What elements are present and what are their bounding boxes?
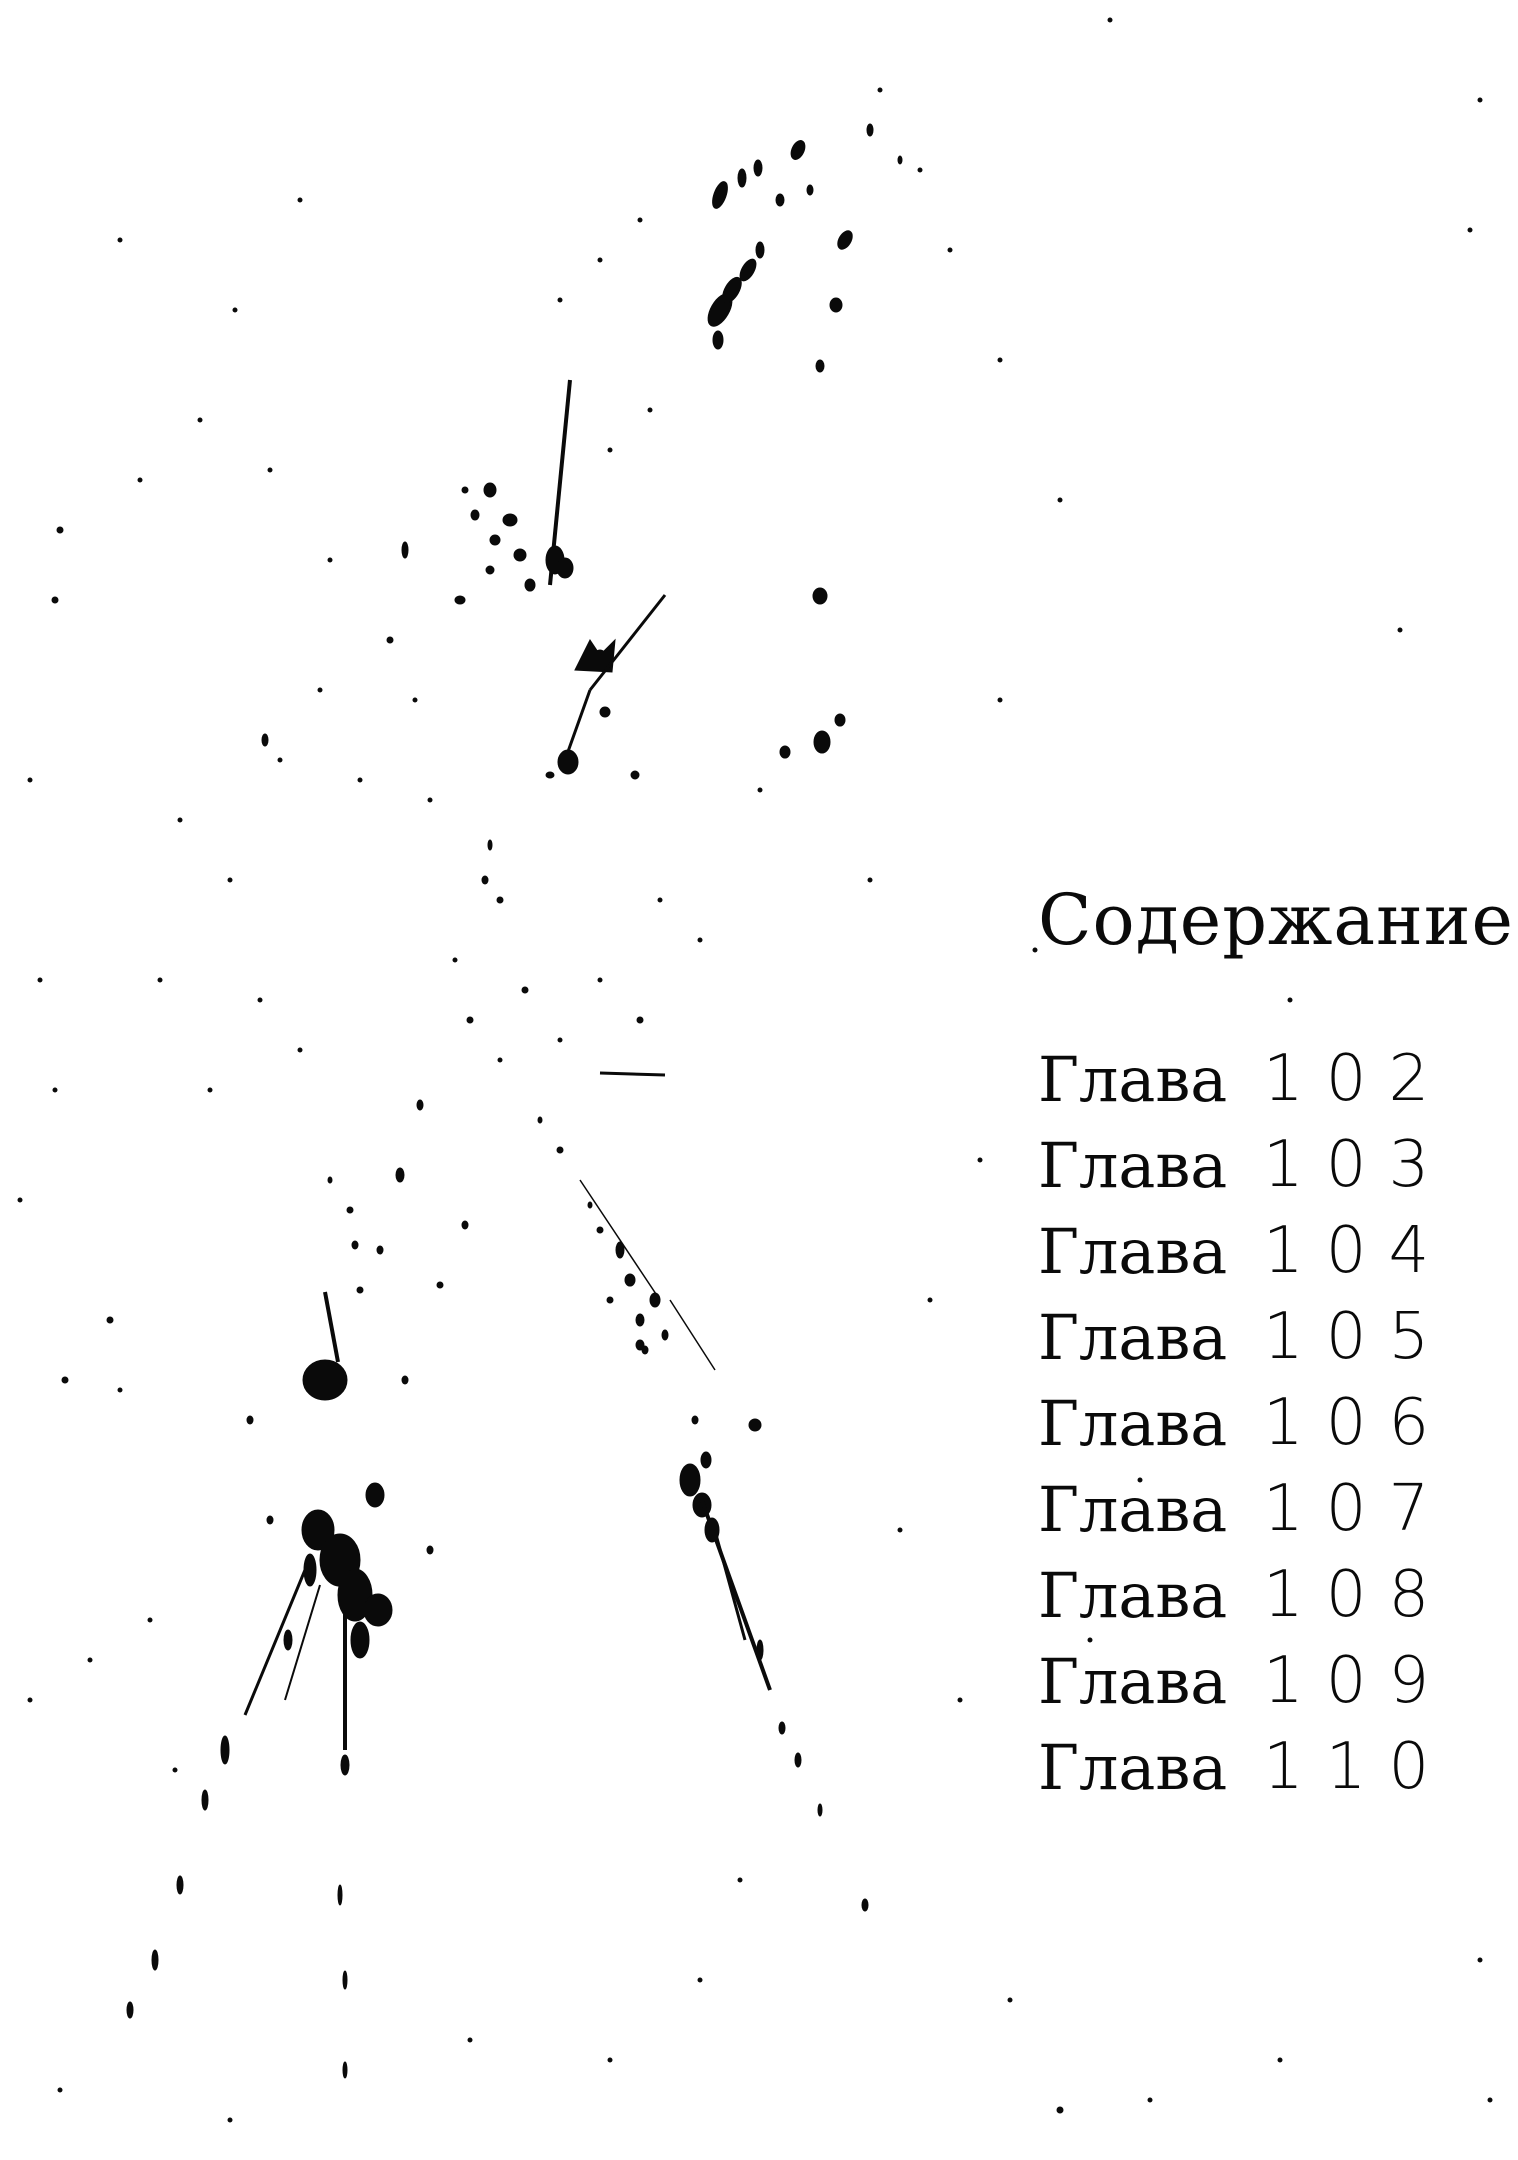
chapter-label: Глава xyxy=(1038,1042,1228,1116)
chapter-label: Глава xyxy=(1038,1472,1228,1546)
chapter-number: 110 xyxy=(1263,1730,1452,1804)
chapter-item xyxy=(1038,1036,1478,1122)
chapter-item xyxy=(1038,1552,1478,1638)
toc-title: Содержание xyxy=(1038,879,1514,961)
chapter-item xyxy=(1038,1466,1478,1552)
chapter-label: Глава xyxy=(1038,1300,1228,1374)
chapter-label: Глава xyxy=(1038,1128,1228,1202)
chapter-number: 108 xyxy=(1263,1558,1452,1632)
chapter-label: Глава xyxy=(1038,1558,1228,1632)
chapter-label: Глава xyxy=(1038,1644,1228,1718)
chapter-label: Глава xyxy=(1038,1730,1228,1804)
chapter-number: 106 xyxy=(1263,1386,1452,1460)
chapter-number: 105 xyxy=(1263,1300,1452,1374)
chapter-number: 103 xyxy=(1263,1128,1452,1202)
chapter-number: 102 xyxy=(1263,1042,1452,1116)
chapter-list xyxy=(1038,1036,1478,1810)
chapter-number: 109 xyxy=(1263,1644,1452,1718)
chapter-item xyxy=(1038,1638,1478,1724)
chapter-item xyxy=(1038,1294,1478,1380)
chapter-item xyxy=(1038,1380,1478,1466)
chapter-number: 104 xyxy=(1263,1214,1452,1288)
chapter-label: Глава xyxy=(1038,1214,1228,1288)
table-of-contents xyxy=(1038,870,1514,1810)
chapter-item xyxy=(1038,1122,1478,1208)
chapter-number: 107 xyxy=(1263,1472,1452,1546)
chapter-item xyxy=(1038,1724,1478,1810)
chapter-label: Глава xyxy=(1038,1386,1228,1460)
chapter-item xyxy=(1038,1208,1478,1294)
